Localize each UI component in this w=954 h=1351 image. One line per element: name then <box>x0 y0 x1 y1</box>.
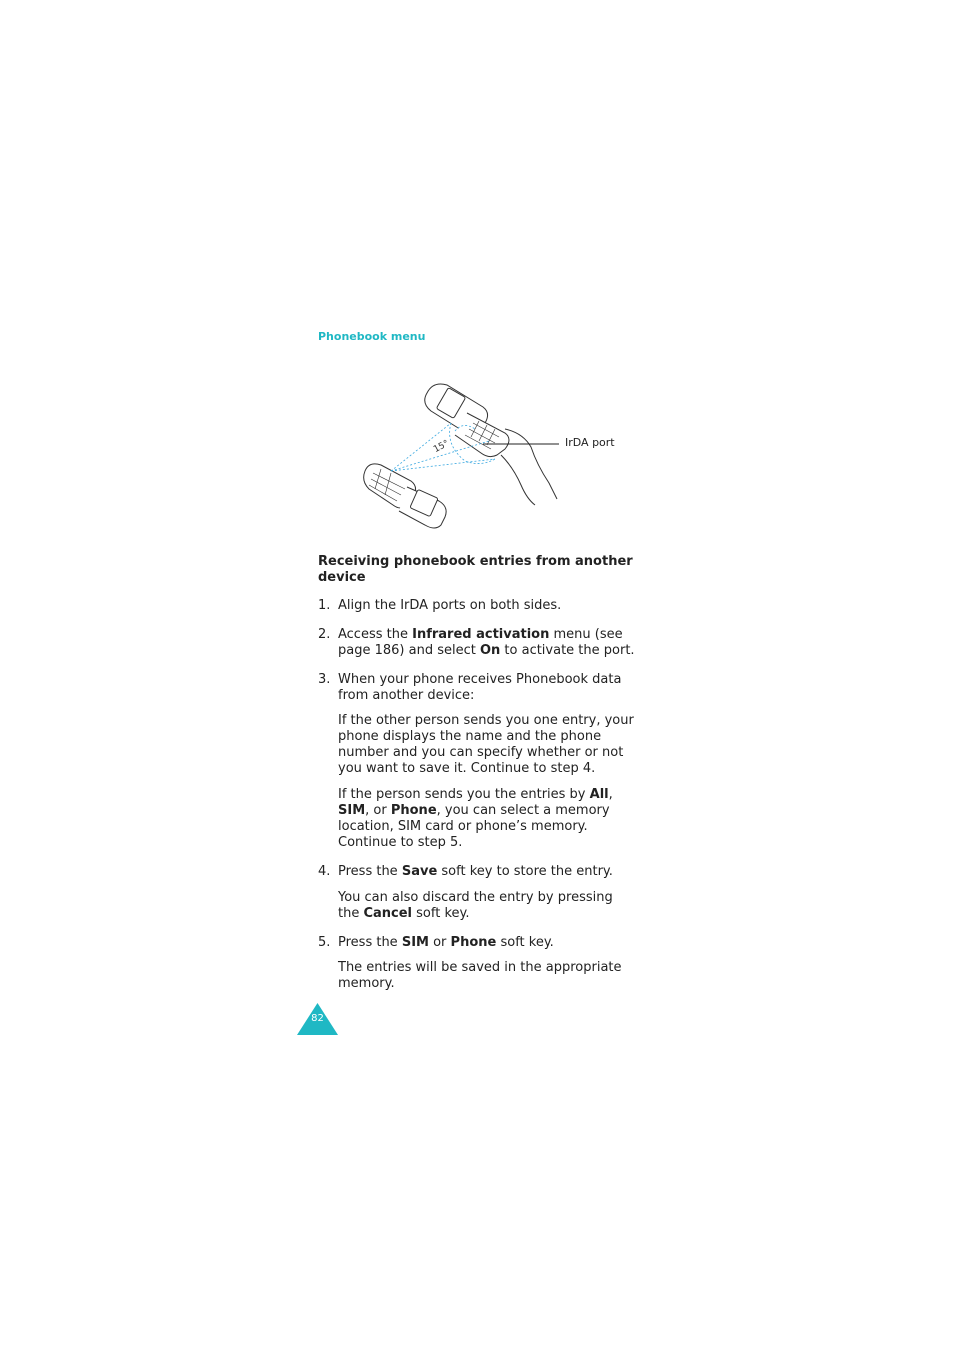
step-3-note-multiple: If the person sends you the entries by All, SIM, or Phone, you can select a memory location, SIM card or phone’s memory. Continue to step 5. <box>338 787 613 850</box>
softkey-name: Save <box>401 864 438 879</box>
step-2: 2. Access the Infrared activation menu (see page 186) and select On to activate the port. <box>318 627 635 658</box>
step-text: Align the IrDA ports on both sides. <box>338 598 562 613</box>
step-number: 2. <box>318 627 331 642</box>
softkey-name: Phone <box>450 935 497 950</box>
softkey-name: SIM <box>401 935 429 950</box>
step-5-note: The entries will be saved in the appropriate memory. <box>338 960 622 991</box>
step-3 <box>318 672 636 704</box>
irda-alignment-illustration <box>355 375 635 535</box>
irda-port-label: IrDA port <box>565 436 615 449</box>
step-4: 4. Press the Save soft key to store the entry. <box>318 864 613 879</box>
step-1 <box>318 598 636 614</box>
menu-name: Infrared activation <box>412 627 550 642</box>
step-text: When your phone receives Phonebook data from another device: <box>338 672 622 703</box>
step-number: 1. <box>318 598 331 613</box>
step-5: 5. Press the SIM or Phone soft key. <box>318 935 554 950</box>
step-number: 3. <box>318 672 331 687</box>
section-header: Phonebook menu <box>318 330 426 343</box>
section-heading: Receiving phonebook entries from another device <box>318 554 633 585</box>
step-number: 5. <box>318 935 331 950</box>
option-name: On <box>479 643 501 658</box>
step-3-note-single: If the other person sends you one entry, your phone displays the name and the phone number and you can specify whether or not you want to save it. Continue to step 4. <box>338 713 634 776</box>
softkey-name: Cancel <box>363 906 413 921</box>
step-number: 4. <box>318 864 331 879</box>
lower-phone <box>364 464 446 528</box>
step-4-note: You can also discard the entry by pressing the Cancel soft key. <box>338 890 613 921</box>
angle-label: 15° <box>432 438 451 456</box>
page-number: 82 <box>311 1013 324 1024</box>
steps-list <box>318 598 636 992</box>
